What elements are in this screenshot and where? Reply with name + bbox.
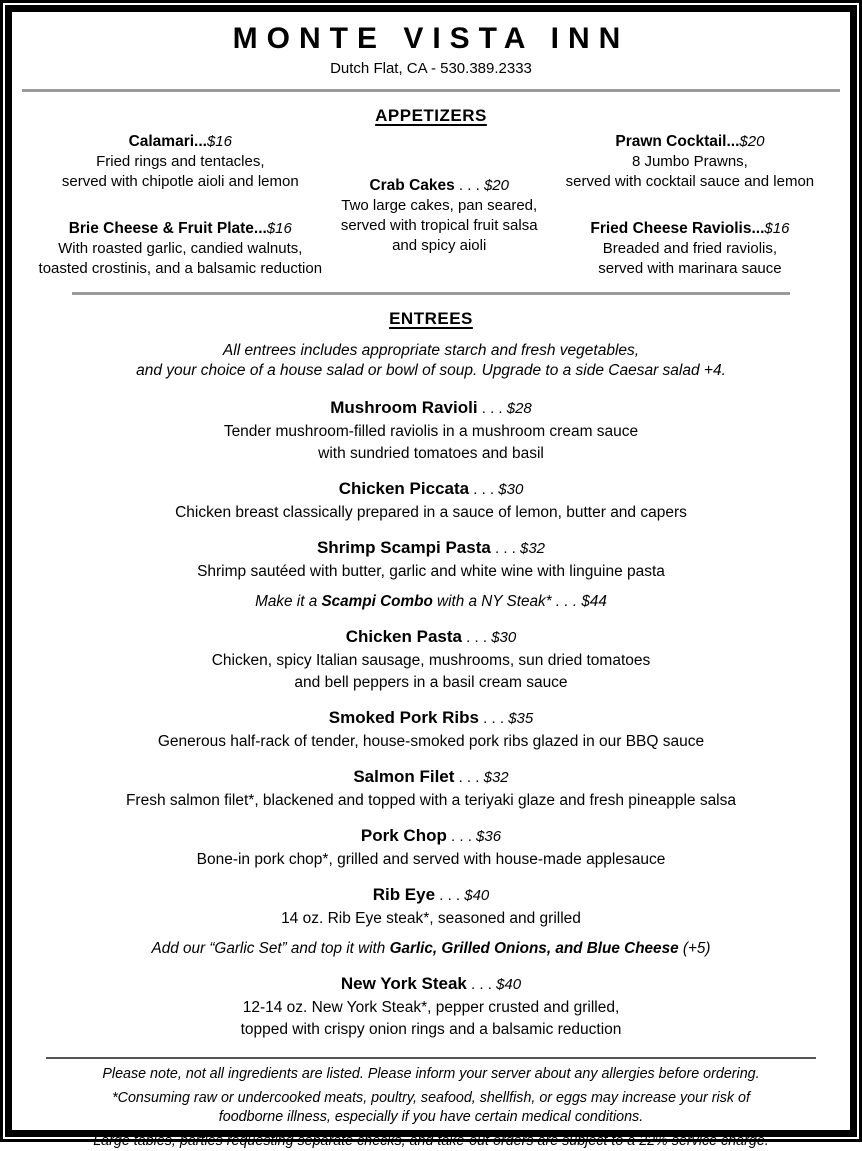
item-desc-line: Chicken breast classically prepared in a sauce of lemon, butter and capers — [175, 504, 687, 521]
service-charge-note — [20, 1132, 842, 1151]
menu-item-pork-chop — [20, 823, 842, 871]
item-dots: . . . — [435, 887, 465, 904]
item-name-line — [20, 476, 842, 502]
footer-line: Large tables, parties requesting separate checks, and take-out orders are subject to a 22% service charge. — [93, 1133, 769, 1149]
footer-divider — [46, 1057, 816, 1059]
item-upsell-note — [20, 938, 842, 960]
footer-notes — [20, 1065, 842, 1151]
appetizers-column-middle — [341, 132, 538, 279]
item-dots: . . . — [462, 629, 492, 646]
item-name-line — [341, 176, 538, 196]
allergy-note — [20, 1065, 842, 1084]
item-desc-line: topped with crispy onion rings and a balsamic reduction — [240, 1021, 622, 1038]
note-text: Add our “Garlic Set” and top it with — [151, 940, 390, 957]
item-desc-line: Shrimp sautéed with butter, garlic and white wine with linguine pasta — [197, 563, 665, 580]
item-desc-line: Fried rings and tentacles, — [96, 153, 265, 170]
item-desc-line: Generous half-rack of tender, house-smoked pork ribs glazed in our BBQ sauce — [157, 733, 705, 750]
item-name-line — [20, 219, 341, 239]
item-price: $20 — [483, 177, 509, 194]
raw-food-warning — [20, 1089, 842, 1127]
entrees-heading: ENTREES — [389, 309, 473, 328]
menu-item-chicken-pasta — [20, 624, 842, 694]
note-text: Make it a — [255, 593, 322, 610]
item-desc-line: Bone-in pork chop*, grilled and served with house-made applesauce — [196, 851, 666, 868]
item-desc-line: With roasted garlic, candied walnuts, — [58, 240, 303, 257]
item-desc-line: Fresh salmon filet*, blackened and topped with a teriyaki glaze and fresh pineapple salsa — [125, 792, 737, 809]
restaurant-address-phone: Dutch Flat, CA - 530.389.2333 — [330, 60, 532, 77]
menu-item-calamari — [20, 132, 341, 192]
item-price: $16 — [206, 133, 232, 150]
header — [20, 22, 842, 79]
menu-item-new-york-steak — [20, 971, 842, 1041]
entrees-intro — [20, 341, 842, 381]
item-dots: ... — [194, 133, 207, 150]
menu-item-fried-cheese-raviolis — [538, 219, 842, 279]
menu-item-chicken-piccata — [20, 476, 842, 524]
entrees-intro-line: All entrees includes appropriate starch and fresh vegetables, — [222, 342, 640, 359]
restaurant-name: MONTE VISTA INN — [232, 22, 630, 55]
item-desc-line: served with tropical fruit salsa — [340, 217, 538, 234]
menu-item-shrimp-scampi-pasta — [20, 535, 842, 613]
item-price: $35 — [508, 710, 534, 727]
item-name-line — [20, 624, 842, 650]
menu-item-smoked-pork-ribs — [20, 705, 842, 753]
item-desc-line: and spicy aioli — [392, 237, 487, 254]
item-upsell-note — [20, 591, 842, 613]
menu-item-mushroom-ravioli — [20, 395, 842, 465]
item-dots: . . . — [490, 540, 520, 557]
menu-item-salmon-filet — [20, 764, 842, 812]
item-desc-line: Chicken, spicy Italian sausage, mushrooms, sun dried tomatoes — [211, 652, 651, 669]
item-dots: . . . — [469, 481, 499, 498]
item-name-line — [20, 764, 842, 790]
item-price: $30 — [491, 629, 517, 646]
item-name-line — [20, 882, 842, 908]
item-price: $28 — [506, 400, 532, 417]
note-text: with a NY Steak* . . . $44 — [432, 593, 607, 610]
item-name: Chicken Piccata — [338, 479, 470, 498]
item-name: Rib Eye — [372, 885, 436, 904]
item-name: Shrimp Scampi Pasta — [316, 538, 491, 557]
appetizers-column-right — [538, 132, 842, 279]
item-name: Mushroom Ravioli — [330, 398, 478, 417]
item-name-line — [20, 705, 842, 731]
item-desc-line: and bell peppers in a basil cream sauce — [294, 674, 568, 691]
item-desc-line: served with cocktail sauce and lemon — [565, 173, 815, 190]
item-dots: ... — [751, 220, 765, 237]
menu-item-prawn-cocktail — [538, 132, 842, 192]
item-desc-line: Breaded and fried raviolis, — [602, 240, 778, 257]
entrees-intro-line: and your choice of a house salad or bowl of soup. Upgrade to a side Caesar salad +4. — [136, 362, 726, 379]
item-dots: . . . — [454, 177, 484, 194]
menu-item-crab-cakes — [341, 176, 538, 256]
appetizers-column-left — [20, 132, 341, 279]
item-desc-line: with sundried tomatoes and basil — [318, 445, 544, 462]
item-price: $16 — [764, 220, 790, 237]
menu-item-rib-eye — [20, 882, 842, 960]
item-price: $40 — [496, 976, 522, 993]
item-dots: . . . — [477, 400, 507, 417]
item-name: Prawn Cocktail — [615, 133, 727, 150]
item-name: Chicken Pasta — [345, 627, 462, 646]
item-name-line — [538, 132, 842, 152]
item-name-line — [20, 823, 842, 849]
item-dots: . . . — [446, 828, 477, 845]
item-dots: . . . — [466, 976, 497, 993]
entrees-section — [20, 308, 842, 1041]
item-name: Pork Chop — [360, 826, 447, 845]
item-desc-line: Two large cakes, pan seared, — [341, 197, 538, 214]
item-name-line — [20, 395, 842, 421]
item-desc-line: served with chipotle aioli and lemon — [61, 173, 299, 190]
footer-line: *Consuming raw or undercooked meats, poultry, seafood, shellfish, or eggs may increase your risk of — [112, 1090, 750, 1106]
appetizers-section — [20, 105, 842, 279]
item-dots: ... — [726, 133, 740, 150]
item-desc-line: served with marinara sauce — [598, 260, 782, 277]
item-price: $30 — [498, 481, 524, 498]
item-name-line — [20, 132, 341, 152]
item-name-line — [20, 535, 842, 561]
item-name: Crab Cakes — [369, 177, 455, 194]
item-name-line — [538, 219, 842, 239]
item-desc-line: toasted crostinis, and a balsamic reduction — [38, 260, 323, 277]
item-price: $32 — [520, 540, 546, 557]
appetizers-columns — [20, 132, 842, 279]
item-name-line — [20, 971, 842, 997]
item-desc-line: 8 Jumbo Prawns, — [631, 153, 748, 170]
entrees-list — [20, 395, 842, 1041]
item-name: Calamari — [128, 133, 195, 150]
header-divider — [22, 89, 840, 92]
footer-line: foodborne illness, especially if you have certain medical conditions. — [218, 1109, 644, 1125]
item-dots: ... — [253, 220, 267, 237]
menu-item-brie-cheese-fruit-plate — [20, 219, 341, 279]
item-price: $20 — [739, 133, 765, 150]
item-price: $36 — [476, 828, 502, 845]
appetizers-heading: APPETIZERS — [375, 106, 487, 125]
item-name: New York Steak — [340, 974, 467, 993]
item-desc-line: 14 oz. Rib Eye steak*, seasoned and grilled — [281, 910, 581, 927]
item-name: Smoked Pork Ribs — [328, 708, 479, 727]
footer-line: Please note, not all ingredients are listed. Please inform your server about any allergies before ordering. — [102, 1066, 760, 1082]
note-bold-text: Scampi Combo — [321, 593, 433, 610]
section-divider — [72, 292, 790, 295]
item-dots: . . . — [479, 710, 509, 727]
menu-page — [5, 5, 857, 1149]
item-desc-line: 12-14 oz. New York Steak*, pepper crusted and grilled, — [242, 999, 620, 1016]
item-name: Brie Cheese & Fruit Plate — [68, 220, 254, 237]
item-price: $32 — [483, 769, 509, 786]
item-price: $16 — [266, 220, 292, 237]
item-name: Fried Cheese Raviolis — [590, 220, 752, 237]
item-dots: . . . — [454, 769, 484, 786]
item-price: $40 — [464, 887, 490, 904]
item-name: Salmon Filet — [353, 767, 455, 786]
note-bold-text: Garlic, Grilled Onions, and Blue Cheese — [389, 940, 679, 957]
item-desc-line: Tender mushroom-filled raviolis in a mushroom cream sauce — [223, 423, 639, 440]
note-text: (+5) — [678, 940, 711, 957]
